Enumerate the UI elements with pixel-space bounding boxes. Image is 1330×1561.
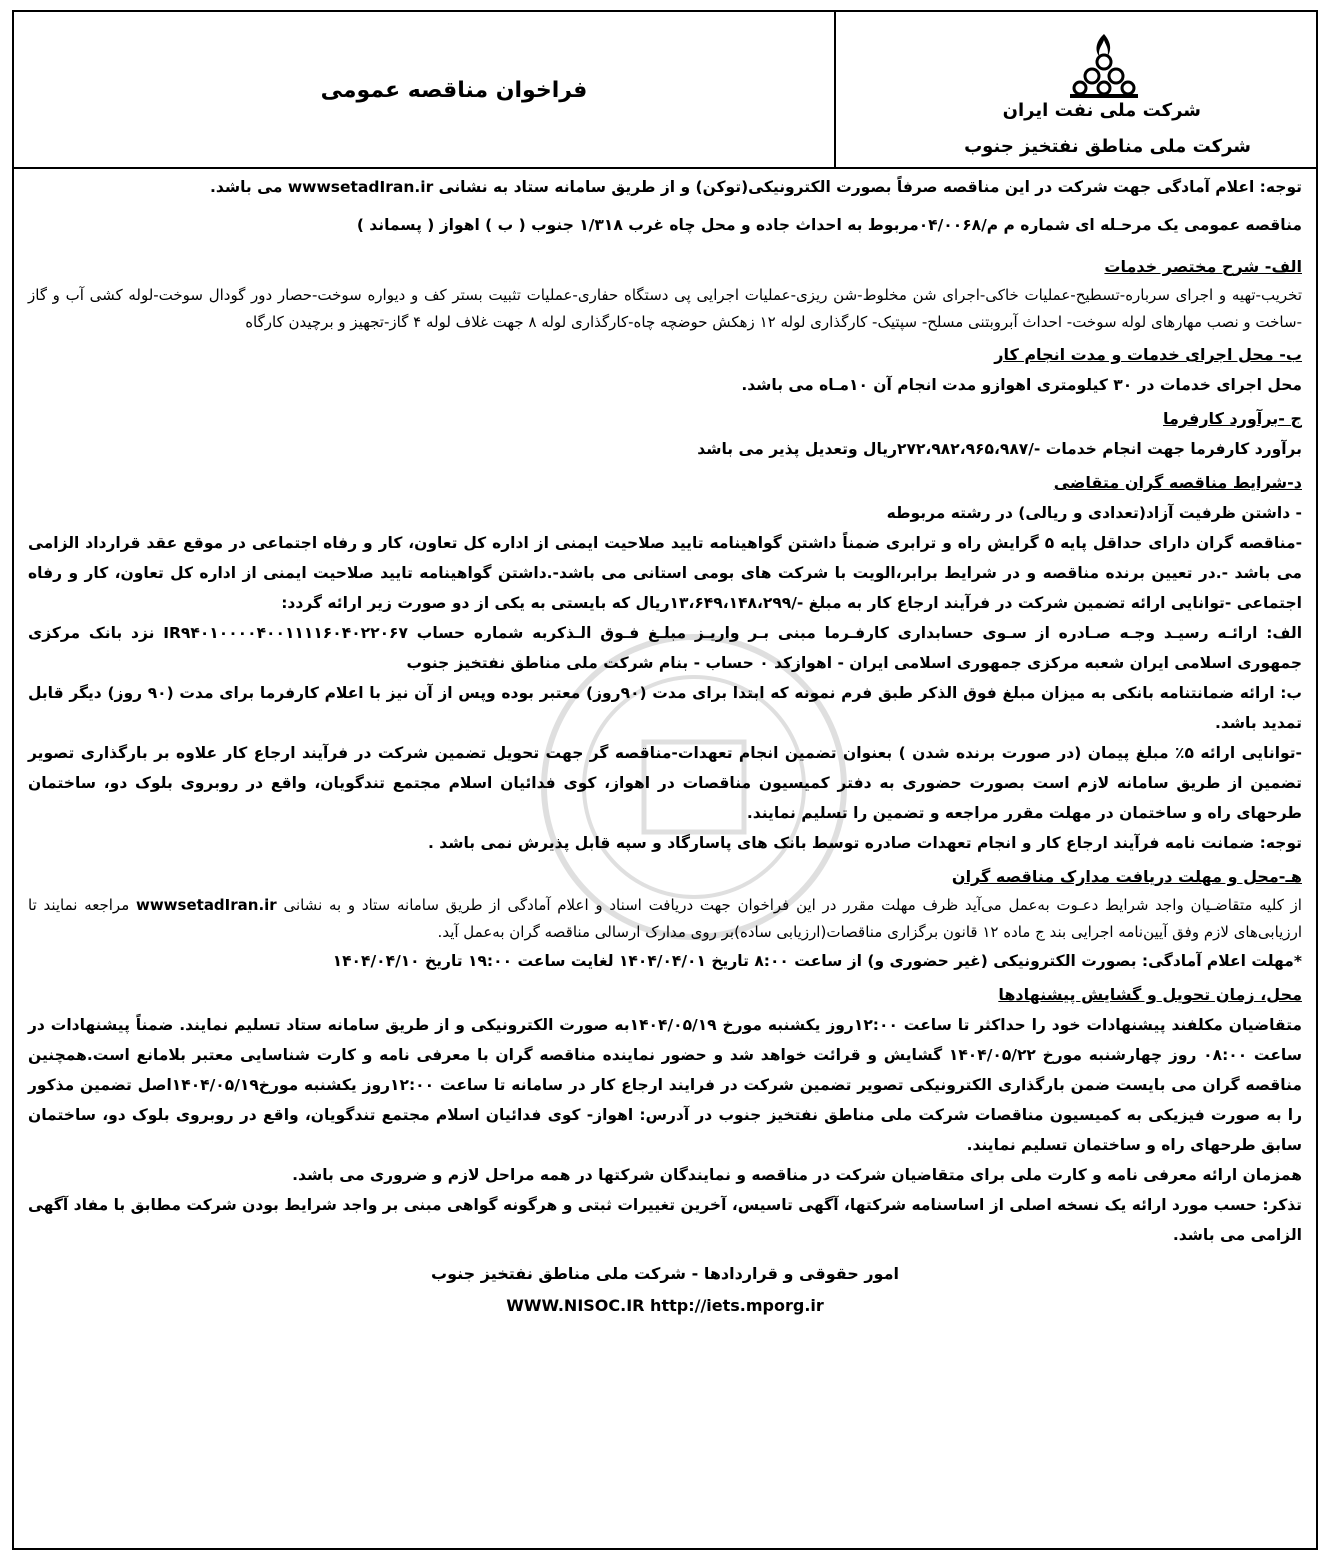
section-f-body: متقاضیان مکلفند پیشنهادات خود را حداکثر تا ساعت ۱۲:۰۰روز یکشنبه مورخ ۱۴۰۴/۰۵/۱۹به صورت الکترونیکی و از طریق سامانه ستاد تسلیم نمایند. ضمناً پیشنهادات در ساعت ۰۸:۰۰ روز چهارشنبه مورخ ۱۴۰۴/۰۵/۲۲ گشایش و قرائت خواهد شد و حضور نماینده مناقصه گران با معرفی نامه و کارت شناسایی معتبر بلامانع است.همچنین مناقصه گران می بایست ضمن بارگذاری الکترونیکی تصویر تضمین شرکت در فرایند ارجاع کار در سامانه تا ساعت ۱۲:۰۰روز یکشنبه مورخ۱۴۰۴/۰۵/۱۹اصل تضمین مذکور را به صورت فیزیکی به کمیسیون مناقصات شرکت ملی مناطق نفتخیز جنوب در آدرس: اهواز- کوی فدائیان اسلام مجتمع تندگویان، واقع در روبروی بلوک دو، ساختمان سابق طرحهای راه و ساختمان تسلیم نمایند. [28, 1016, 1303, 1154]
notice-line [28, 172, 1302, 202]
section-d-title: د-شرایط مناقصه گران متقاضی [1053, 473, 1302, 492]
section-a-body: تخریب-تهیه و اجرای سرباره-تسطیح-عملیات خاکی-اجرای شن مخلوط-شن ریزی-عملیات اجرایی پی دستگاه حفاری-عملیات تثبیت بستر کف و دیواره سوخت-حصار دور گودال سوخت-لوله کشی آب و گاز -ساخت و نصب مهارهای لوله سوخت- احداث آبروبتنی مسلح- سپتیک- کارگذاری لوله ۱۲ زهکش حوضچه چاه-کارگذاری لوله ۸ جهت غلاف لوله ۴ گاز-تجهیز و برچیدن کارگاه [28, 286, 1302, 331]
section-f-title: محل، زمان تحویل و گشایش پیشنهادها [998, 985, 1302, 1004]
section-a-title: الف- شرح مختصر خدمات [1104, 257, 1302, 276]
section-c-title: ج -برآورد کارفرما [1163, 409, 1302, 428]
section-d-performance: -توانایی ارائه ۵٪ مبلغ پیمان (در صورت برنده شدن ) بعنوان تضمین انجام تعهدات-مناقصه گر جهت تحویل تضمین شرکت در فرآیند ارجاع کار علاوه بر بارگذاری تصویر تضمین از طریق سامانه لازم است بصورت حضوری به دفتر کمیسیون مناقصات در اهواز، کوی فدائیان اسلام مجتمع تندگویان، واقع در روبروی بلوک دو، ساختمان طرحهای راه و ساختمان در مهلت مقرر مراجعه و تضمین را تسلیم نمایند. [28, 744, 1302, 822]
tender-line: مناقصه عمومی یک مرحـله ای شماره م م/۰۴/۰۰۶۸مربوط به احداث جاده و محل چاه غرب ۱/۳۱۸ جنوب ( ب ) اهواز ( پسماند ) [356, 216, 1302, 234]
section-b-body: محل اجرای خدمات در ۳۰ کیلومتری اهوازو مدت انجام آن ۱۰مـاه می باشد. [741, 376, 1302, 394]
section-d-option-b: ب: ارائه ضمانتنامه بانکی به میزان مبلغ فوق الذکر طبق فرم نمونه که ابتدا برای مدت (۹۰روز) معتبر بوده وپس از آن نیز با اعلام کارفرما برای مدت (۹۰ روز) دیگر قابل تمدید باشد. [28, 684, 1303, 732]
subsidiary-name: شرکت ملی مناطق نفتخیز جنوب [964, 136, 1251, 157]
notice-site: wwwsetadIran.ir [287, 178, 434, 196]
company-name: شرکت ملی نفت ایران [1002, 100, 1201, 121]
section-e-pre: از کلیه متقاضـیان واجد شرایط دعـوت به‌عمل می‌آید ظرف مهلت مقرر در این فراخوان جهت دریافت اسناد و اعلام آمادگی از طریق سامانه ستاد و به نشانی [283, 896, 1302, 914]
section-d-qualifications: -مناقصه گران دارای حداقل پایه ۵ گرایش راه و ترابری ضمناً داشتن گواهینامه تایید صلاحیت ایمنی از اداره کل تعاون، کار و رفاه اجتماعی در موقع عقد قرارداد الزامی می باشد -.در تعیین برنده مناقصه و در شرایط برابر،الویت با شرکت های بومی استانی می باشد-.داشتن گواهینامه تایید صلاحیت ایمنی از اداره کل تعاون، کار و رفاه اجتماعی -توانایی ارائه تضمین شرکت در فرآیند ارجاع کار به مبلغ -/۱۳،۶۴۹،۱۴۸،۲۹۹ریال که بایستی به یکی از دو صورت زیر ارائه گردد: [28, 534, 1303, 612]
section-e-site: wwwsetadIran.ir [135, 896, 277, 914]
guarantee-note: توجه: ضمانت نامه فرآیند ارجاع کار و انجام تعهدات صادره توسط بانک های پاسارگاد و سپه قابل پذیرش نمی باشد . [427, 834, 1302, 852]
id-note: همزمان ارائه معرفی نامه و کارت ملی برای متقاضیان شرکت در مناقصه و نمایندگان شرکتها در همه مراحل لازم و ضروری می باشد. [292, 1166, 1302, 1184]
ad-title: فراخوان مناقصه عمومی [320, 78, 588, 103]
section-b-title: ب- محل اجرای خدمات و مدت انجام کار [994, 345, 1302, 364]
section-e-body [28, 892, 1302, 946]
notice-pre: توجه: اعلام آمادگی جهت شرکت در این مناقصه صرفاً بصورت الکترونیکی(توکن) و از طریق سامانه ستاد به نشانی [438, 178, 1302, 196]
header-divider [834, 12, 836, 167]
section-c-body: برآورد کارفرما جهت انجام خدمات -/۲۷۲،۹۸۲،۹۶۵،۹۸۷ریال وتعدیل پذیر می باشد [697, 440, 1302, 458]
documents-note: تذکر: حسب مورد ارائه یک نسخه اصلی از اساسنامه شرکتها، آگهی تاسیس، آخرین تغییرات ثبتی و هرگونه گواهی مبنی بر واجد شرایط بودن شرکت مطابق با مفاد آگهی الزامی می باشد. [28, 1196, 1302, 1244]
ad-body [14, 172, 1316, 1322]
footer-websites: WWW.NISOC.IR http://iets.mporg.ir [506, 1296, 824, 1315]
footer-department: امور حقوقی و قراردادها - شرکت ملی مناطق نفتخیز جنوب [431, 1264, 899, 1283]
section-d-capacity: - داشتن ظرفیت آزاد(تعدادی و ریالی) در رشته مربوطه [886, 504, 1302, 522]
notice-post: می باشد. [210, 178, 283, 196]
deadline-line: *مهلت اعلام آمادگی: بصورت الکترونیکی (غیر حضوری و) از ساعت ۸:۰۰ تاریخ ۱۴۰۴/۰۴/۰۱ لغایت ساعت ۱۹:۰۰ تاریخ ۱۴۰۴/۰۴/۱۰ [332, 952, 1302, 970]
section-e-post: مراجعه نمایند تا ارزیابی‌های لازم وفق آیین‌نامه اجرایی بند ج ماده ۱۲ قانون برگزاری مناقصات(ارزیابی ساده)بر روی مدارک ارسالی مناقصه گران به‌عمل آید. [28, 896, 1302, 941]
nioc-flame-logo-icon [1064, 30, 1144, 100]
ad-header [14, 12, 1316, 169]
section-e-title: هـ-محل و مهلت دریافت مدارک مناقصه گران [951, 867, 1302, 886]
section-d-option-a: الف: ارائـه رسیـد وجـه صـادره از سـوی حسابداری کارفـرما مبنی بـر واریـز مبلـغ فـوق الـذکربه شماره حساب IR۹۴۰۱۰۰۰۰۴۰۰۱۱۱۱۶۰۴۰۲۲۰۶۷ نزد بانک مرکزی جمهوری اسلامی ایران شعبه مرکزی جمهوری اسلامی ایران - اهوازکد ۰ حساب - بنام شرکت ملی مناطق نفتخیز جنوب [28, 624, 1303, 672]
ad-frame [12, 10, 1318, 1550]
